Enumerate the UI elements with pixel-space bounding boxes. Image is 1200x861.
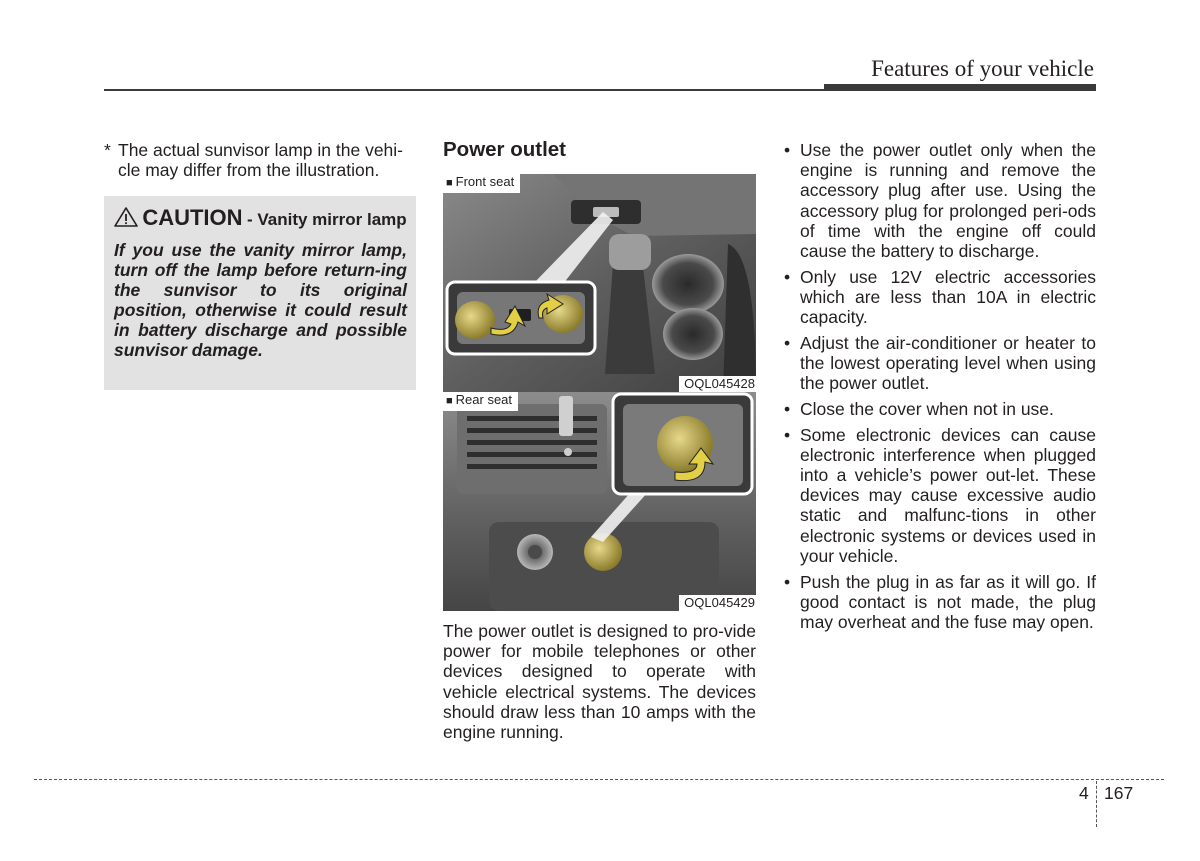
note-text: The actual sunvisor lamp in the vehi-cle may differ from the illustration. <box>118 140 403 180</box>
bullet-marker: • <box>784 571 791 592</box>
bullet-text: Close the cover when not in use. <box>800 398 1054 419</box>
bullet-marker: • <box>784 332 791 353</box>
running-header: Features of your vehicle <box>871 56 1094 81</box>
bullet-item <box>784 333 1096 394</box>
bullet-text: Use the power outlet only when the engine is running and remove the accessory plug after use. Using the accessory plug for prolonged peri-ods of time with the engine off could cause the battery to discharge. <box>800 140 1096 262</box>
figure-caption-front <box>443 174 520 193</box>
bullet-text: Push the plug in as far as it will go. If good contact is not made, the plug may overheat and the fuse may open. <box>800 571 1096 632</box>
figure-label: Front seat <box>455 174 515 189</box>
caution-word: CAUTION <box>142 205 243 230</box>
bullet-item <box>784 140 1096 261</box>
caution-subject: - Vanity mirror lamp <box>247 210 407 229</box>
page-number-divider <box>1096 781 1097 827</box>
bullet-marker: • <box>784 424 791 445</box>
bullet-item <box>784 267 1096 328</box>
bullet-item <box>784 572 1096 633</box>
front-seat-figure <box>443 174 756 392</box>
bullet-item <box>784 399 1096 419</box>
bullet-marker: • <box>784 140 791 160</box>
caution-heading <box>114 206 407 232</box>
caption-marker: ■ <box>446 177 453 189</box>
bullet-text: Some electronic devices can cause electronic interference when plugged into a vehicle’s power out-let. These devices may cause excessive audio static and malfunc-tions in other electronic systems or devices used in your vehicle. <box>800 424 1096 566</box>
section-title: Power outlet <box>443 138 567 161</box>
figure-code: OQL045428 <box>679 376 756 392</box>
bullet-marker: • <box>784 266 791 287</box>
bullet-marker: • <box>784 398 791 419</box>
caution-box <box>104 196 416 390</box>
note-marker: * <box>104 140 111 160</box>
figure-label: Rear seat <box>455 392 513 407</box>
figure-caption-rear <box>443 392 518 411</box>
warning-triangle-icon <box>114 207 138 227</box>
usage-bullet-list <box>784 140 1096 638</box>
header-rule-accent <box>824 84 1096 91</box>
bullet-text: Only use 12V electric accessories which are less than 10A in electric capacity. <box>800 266 1096 328</box>
page-number: 167 <box>1104 783 1134 803</box>
power-outlet-description: The power outlet is designed to pro-vide power for mobile telephones or other devices designed to operate with vehicle electrical systems. The devices should draw less than 10 amps with the engine running. <box>443 621 756 743</box>
footer-rule <box>34 779 1164 780</box>
illustration-note <box>104 140 416 180</box>
bullet-item <box>784 425 1096 566</box>
rear-console-illustration <box>443 392 756 611</box>
bullet-text: Adjust the air-conditioner or heater to the lowest operating level when using the power outlet. <box>800 332 1096 394</box>
chapter-number: 4 <box>1079 783 1089 803</box>
rear-seat-figure <box>443 392 756 611</box>
front-console-illustration <box>443 174 756 392</box>
figure-code: OQL045429 <box>679 595 756 611</box>
caption-marker: ■ <box>446 395 453 407</box>
caution-body: If you use the vanity mirror lamp, turn off the lamp before return-ing the sunvisor to its original position, otherwise it could result in battery discharge and possible sunvisor damage. <box>114 240 407 360</box>
header-rule <box>104 89 824 91</box>
